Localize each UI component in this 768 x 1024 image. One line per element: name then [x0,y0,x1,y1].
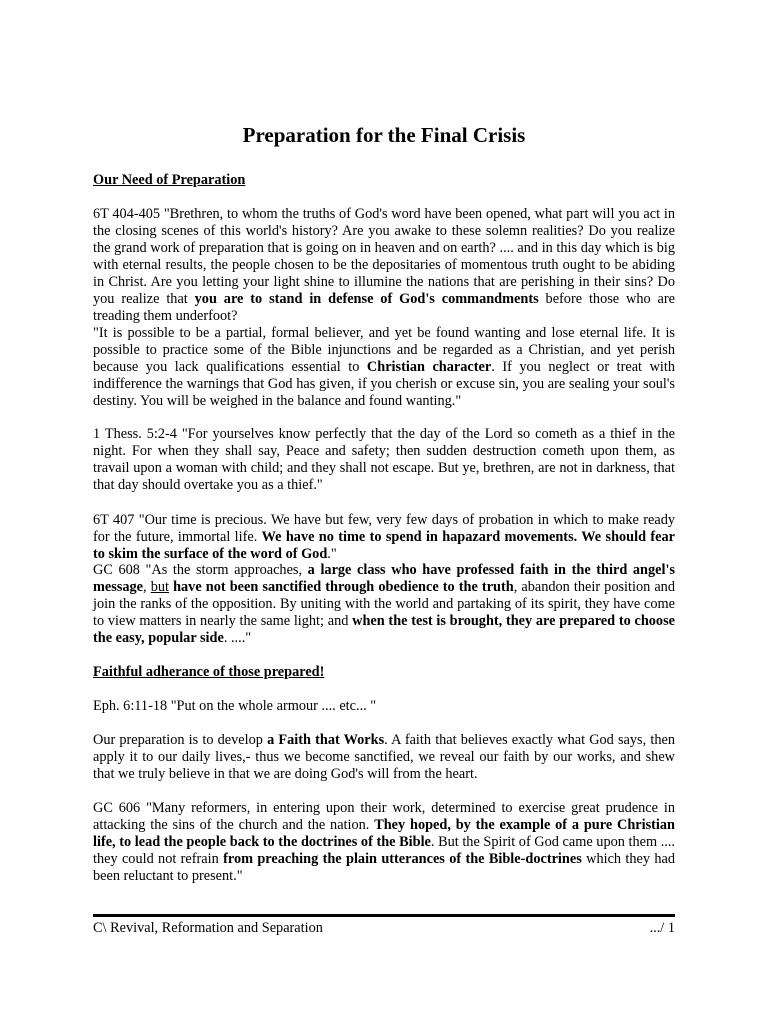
emphasis-text: a Faith that Works [267,732,385,748]
paragraph-6t-404 [93,206,675,325]
text-run: . ...." [223,630,252,646]
paragraph-faith-that-works [93,732,675,783]
text-run: , [143,579,151,595]
paragraph-gc-606 [93,800,675,885]
text-run: 6T 407 "Our time is precious. We have but few, very few days of probation in which to make ready for the future, immortal life. [93,512,675,545]
underlined-text: but [150,579,169,595]
paragraph-gc-608 [93,562,675,647]
emphasis-text: Christian character [366,359,492,375]
footer-divider [93,914,675,917]
text-run: "It is possible to be a partial, formal believer, and yet be found wanting and lose eternal life. It is possible to practice some of the Bible injunctions and be regarded as a Christian, and yet perish because you lack qualifications essential to [93,325,675,375]
paragraph-6t-407 [93,512,675,563]
emphasis-text: when the test is brought, they are prepared to choose the easy, popular side [93,613,675,646]
text-run: GC 608 "As the storm approaches, [93,562,308,578]
paragraph-eph: Eph. 6:11-18 "Put on the whole armour .... etc... " [93,698,377,714]
text-run: ." [327,546,337,562]
text-run: Our preparation is to develop [93,732,268,748]
paragraph-formal-believer [93,325,675,410]
section-heading-faithful: Faithful adherance of those prepared! [93,664,325,680]
footer-page-number: .../ 1 [649,920,675,936]
section-heading-need: Our Need of Preparation [93,172,246,188]
text-run: GC 606 "Many reformers, in entering upon their work, determined to exercise great prudence in attacking the sins of the church and the nation. [93,800,675,833]
emphasis-text: We have no time to spend in hapazard movements. We should fear to skim the surface of the word of God [93,529,675,562]
text-run: 6T 404-405 "Brethren, to whom the truths of God's word have been opened, what part will you act in the closing scenes of this world's history? Are you awake to these solemn realities? Do you realize the grand work of preparation that is going on in heaven and on earth? .... and in this day which is big with eternal results, the people chosen to be the depositaries of momentous truth ought to be abiding in Christ. Are you letting your light shine to illumine the nations that are perishing in their sins? Do you realize that [93,206,675,307]
text-run: which they had been reluctant to present." [93,851,676,884]
text-run: . A faith that believes exactly what God says, then apply it to our daily lives,- thus we become sanctified, we reveal our faith by our works, and shew that we truly believe in that we are doing God's will from the heart. [93,732,675,782]
text-run: . If you neglect or treat with indifference the warnings that God has given, if you cherish or excuse sin, you are sealing your soul's destiny. You will be weighed in the balance and found wanting." [93,359,675,409]
text-run: , abandon their position and join the ranks of the opposition. By uniting with the world and partaking of its spirit, they have come to view matters in nearly the same light; and [93,579,675,629]
emphasis-text: They hoped, by the example of a pure Christian life, to lead the people back to the doctrines of the Bible [93,817,676,850]
paragraph-1-thess: 1 Thess. 5:2-4 "For yourselves know perfectly that the day of the Lord so cometh as a thief in the night. For when they shall say, Peace and safety; then sudden destruction cometh upon them, as travail upon a woman with child; and they shall not escape. But ye, brethren, are not in darkness, that that day should overtake you as a thief." [93,426,675,493]
emphasis-text: from preaching the plain utterances of the Bible-doctrines [223,851,582,867]
page-title: Preparation for the Final Crisis [242,123,526,147]
emphasis-text: a large class who have professed faith in the third angel's message [93,562,675,595]
text-run: before those who are treading them underfoot? [93,291,675,324]
emphasis-text: you are to stand in defense of God's commandments [194,291,539,307]
footer-document-path: C\ Revival, Reformation and Separation [93,920,323,936]
text-run: . But the Spirit of God came upon them .... they could not refrain [93,834,675,867]
emphasis-text: have not been sanctified through obedience to the truth [173,579,514,595]
